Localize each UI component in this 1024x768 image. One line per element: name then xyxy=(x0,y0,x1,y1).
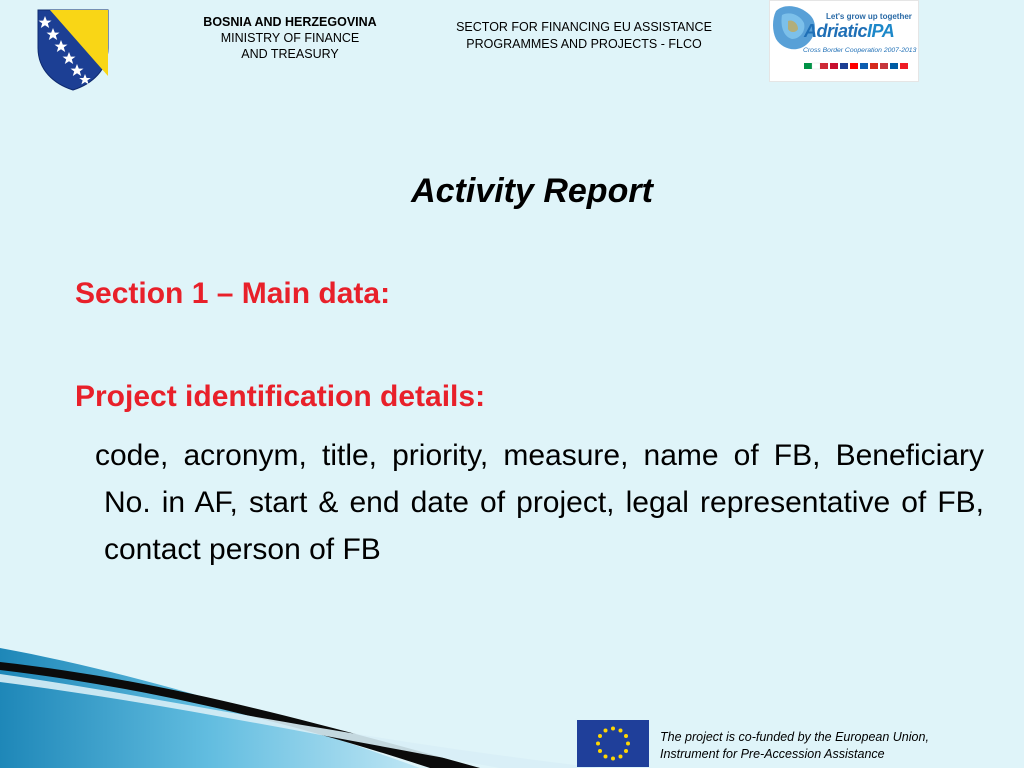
sector-line-1: SECTOR FOR FINANCING EU ASSISTANCE xyxy=(456,20,712,34)
cofunding-line-2: Instrument for Pre-Accession Assistance xyxy=(660,747,885,761)
adriatic-tagline: Let's grow up together xyxy=(826,12,912,21)
adriatic-brand-name: Adriatic xyxy=(804,21,868,41)
cofunding-line-1: The project is co-funded by the European Union, xyxy=(660,730,929,744)
ministry-name-cont: AND TREASURY xyxy=(241,47,339,61)
slide-title: Activity Report xyxy=(411,172,653,210)
bih-coat-of-arms-icon xyxy=(36,8,110,92)
cofunding-note xyxy=(660,729,1000,763)
adriatic-subtitle: Cross Border Cooperation 2007-2013 xyxy=(803,47,917,54)
adriatic-brand xyxy=(804,21,894,42)
adriatic-ipa-logo xyxy=(769,0,919,82)
eu-flag-icon xyxy=(577,720,649,767)
sector-line-2: PROGRAMMES AND PROJECTS - FLCO xyxy=(466,37,702,51)
sub-heading: Project identification details: xyxy=(75,380,486,413)
sector-header xyxy=(428,19,740,53)
country-name: BOSNIA AND HERZEGOVINA xyxy=(203,15,377,29)
ministry-header xyxy=(168,14,412,62)
adriatic-brand-ipa: IPA xyxy=(867,21,895,41)
ministry-name: MINISTRY OF FINANCE xyxy=(220,31,360,45)
footer-swoosh-decoration xyxy=(0,640,600,768)
details-paragraph: code, acronym, title, priority, measure, name of FB, Beneficiary No. in AF, start & end date of project, legal representative of FB, contact person of FB xyxy=(95,439,984,566)
section-heading: Section 1 – Main data: xyxy=(75,277,391,310)
